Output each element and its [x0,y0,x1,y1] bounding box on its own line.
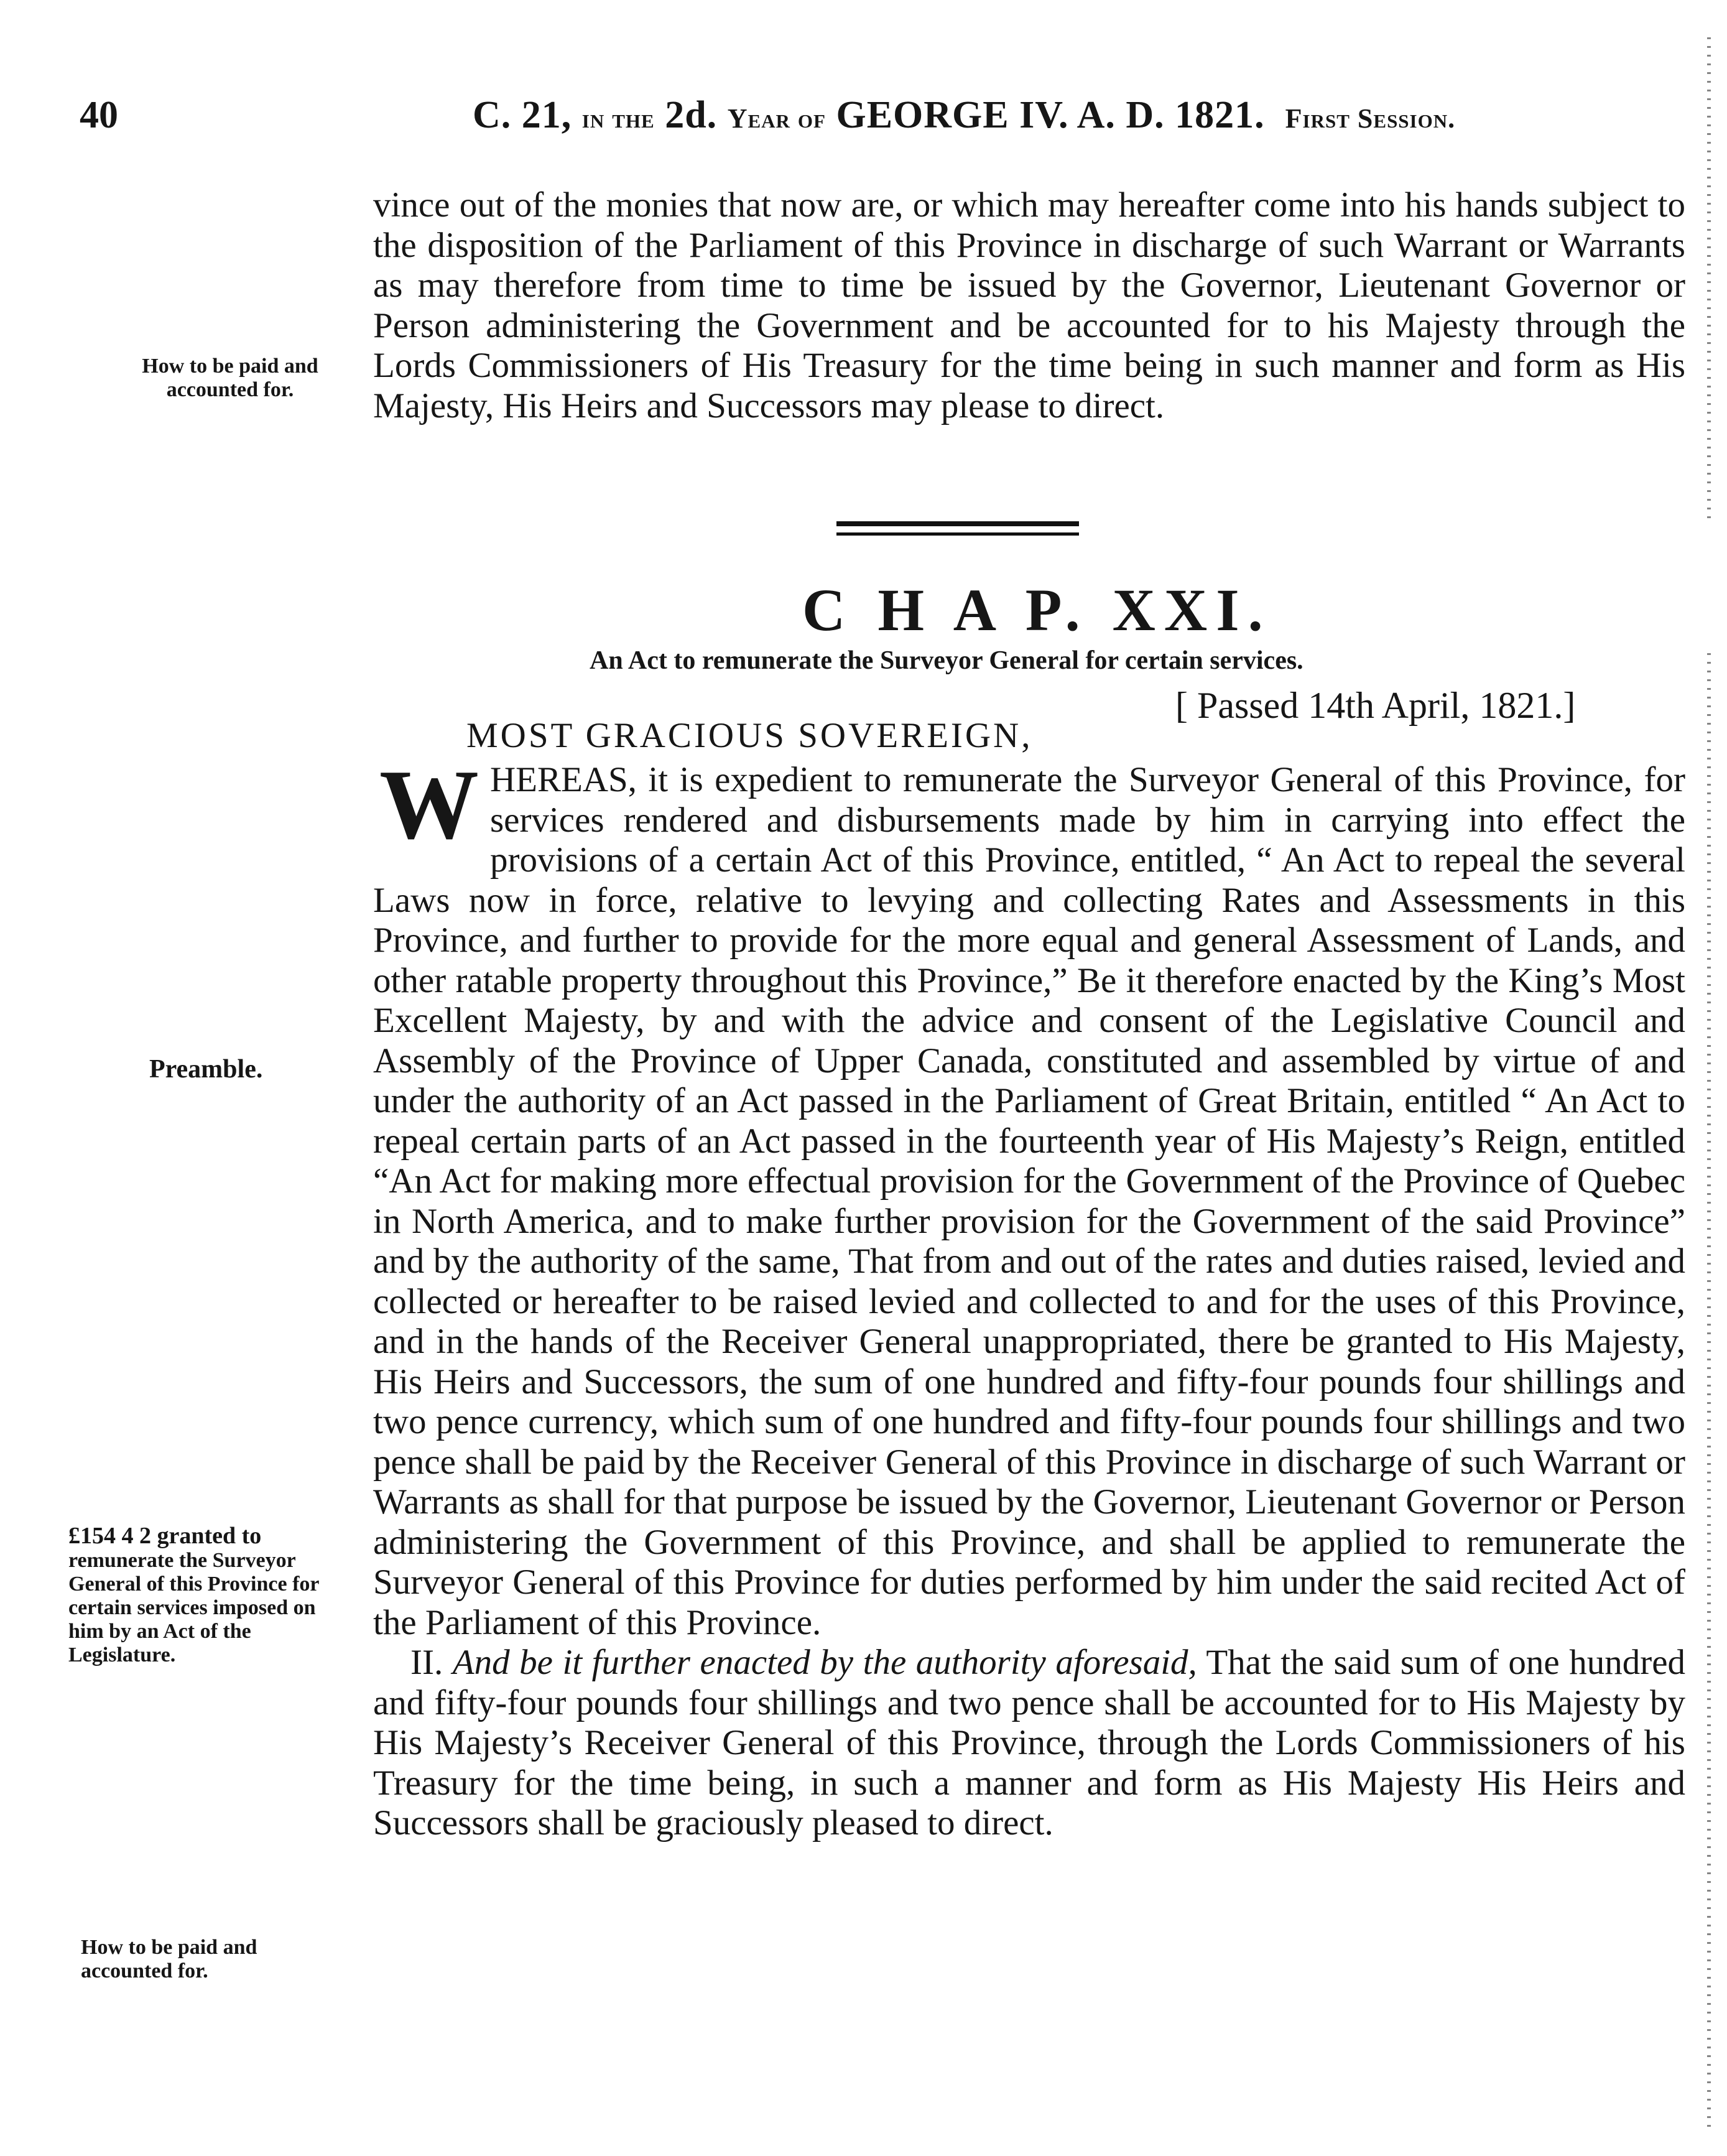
running-head-in-the: in the [581,103,655,134]
section-two-lead: And be it further enacted by the authority aforesaid, [452,1643,1197,1682]
continuation-text: vince out of the monies that now are, or which may hereafter come into his hands subject to the disposition of the Parliament of this Province in discharge of such Warrant or Warrants as may therefore from time to time be issued by the Governor, Lieutenant Governor or Person administering the Government and be accounted for to his Majesty through the Lords Commissioners of His Treasury for the time being in such manner and form as His Majesty, His Heirs and Successors may please to direct. [373,185,1685,425]
running-head [473,93,1455,137]
section-two-paragraph [373,1643,1685,1844]
scan-edge-speckle [1707,37,1711,523]
running-head-session: First Session. [1285,103,1456,134]
margin-note-grant-text: remunerate the Surveyor General of this Province for certain services imposed on him by an Act of the Legislature. [68,1549,319,1666]
preamble-paragraph [373,749,1685,1643]
margin-note-preamble: Preamble. [149,1055,263,1084]
page-header [75,93,1704,143]
running-head-ref: C. 21, [473,94,572,136]
enactment-body [373,749,1685,1844]
drop-cap: W [379,749,479,860]
margin-note-grant-amount: £154 4 2 granted to [68,1523,262,1549]
margin-note-how-accounted: How to be paid and accounted for. [81,1936,257,1982]
section-divider-thin [836,532,1079,536]
section-two-number: II. [410,1643,443,1682]
passed-date: [ Passed 14th April, 1821.] [1175,685,1576,726]
margin-note-how-paid: How to be paid and accounted for. [142,355,318,401]
running-head-king: GEORGE IV. A. D. 1821. [836,94,1265,136]
scan-edge-speckle [1707,653,1711,2134]
chapter-subtitle: An Act to remunerate the Surveyor General for certain services. [590,646,1303,675]
section-divider-thick [836,521,1079,526]
section-two-text: That the said sum of one hundred and fifty-four pounds four shillings and two pence shall be accounted for to His Majesty by His Majesty’s Receiver General of this Province, through the Lords Commissioners of his Treasury for the time being, in such a manner and form as His Majesty His Heirs and Successors shall be graciously pleased to direct. [373,1643,1685,1842]
continuation-paragraph [373,185,1685,426]
page-number: 40 [80,94,118,136]
salutation: MOST GRACIOUS SOVEREIGN, [466,716,1033,755]
margin-note-grant [68,1524,354,1667]
running-head-year: 2d. [665,94,718,136]
preamble-text: HEREAS, it is expedient to remunerate the Surveyor General of this Province, for services rendered and disbursements made by him in carrying into effect the provisions of a certain Act of this Province, entitled, “ An Act to repeal the several Laws now in force, relative to levying and collecting Rates and Assessments in this Province, and further to provide for the more equal and general Assessment of Lands, and other ratable property throughout this Province,” Be it therefore enacted by the King’s Most Excellent Majesty, by and with the advice and consent of the Legislative Council and Assembly of the Province of Upper Canada, constituted and assembled by virtue of and under the authority of an Act passed in the Parliament of Great Britain, entitled “ An Act to repeal certain parts of an Act passed in the fourteenth year of His Majesty’s Reign, entitled “An Act for making more effectual provision for the Government of the Province of Quebec in North America, and to make further provision for the Government of the said Province” and by the authority of the same, That from and out of the rates and duties raised, levied and collected or hereafter to be raised levied and collected to and for the uses of this Province, and in the hands of the Receiver General unappropriated, there be granted to His Majesty, His Heirs and Successors, the sum of one hundred and fifty-four pounds four shillings and two pence currency, which sum of one hundred and fifty-four pounds four shillings and two pence shall be paid by the Receiver General of this Province in discharge of such Warrant or Warrants as shall for that purpose be issued by the Governor, Lieutenant Governor or Person administering the Government of this Province, and shall be applied to remunerate the Surveyor General of this Province for duties performed by him under the said recited Act of the Parliament of this Province. [373,760,1685,1642]
running-head-year-of: Year of [727,103,826,134]
chapter-title: C H A P. XXI. [802,577,1272,643]
